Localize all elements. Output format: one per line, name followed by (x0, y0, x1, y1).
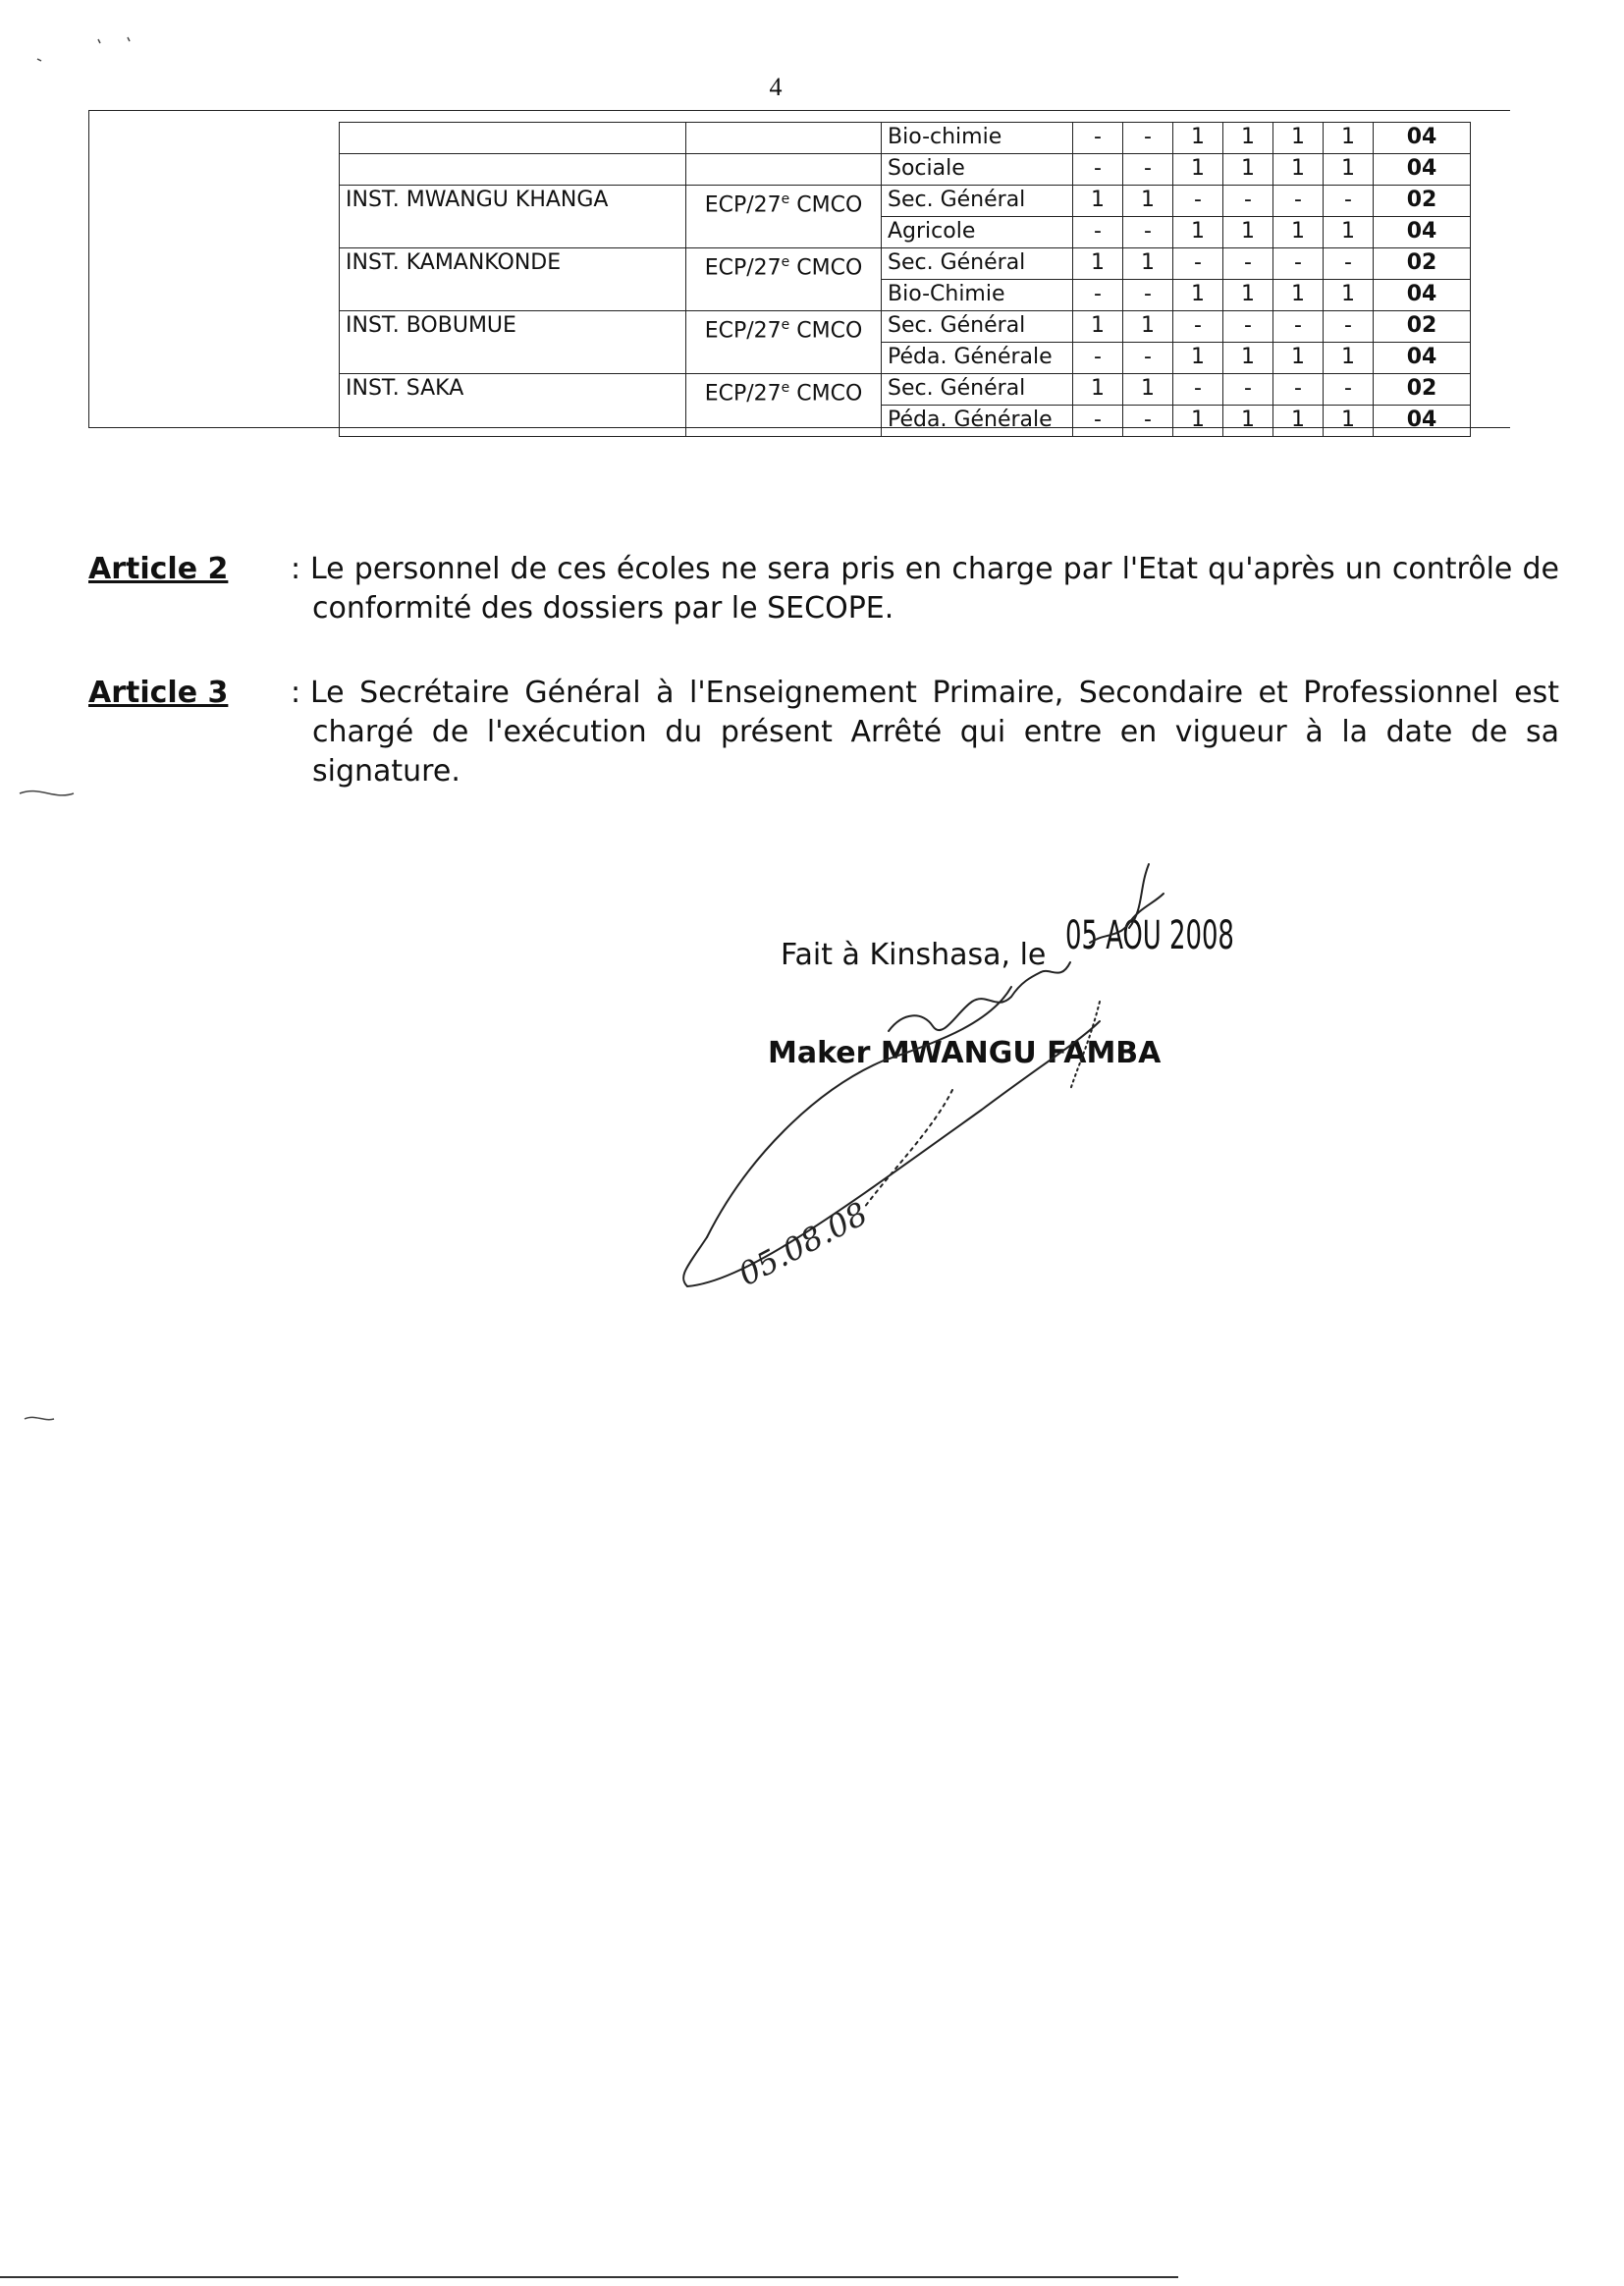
cycle-superscript: e (781, 254, 790, 270)
total-cell: 04 (1374, 154, 1471, 186)
class-count-cell: 1 (1324, 406, 1374, 437)
class-count-cell: - (1273, 186, 1324, 217)
table-row (340, 186, 1471, 217)
signatory-name: Maker MWANGU FAMBA (768, 1036, 1162, 1070)
class-count-cell: 1 (1173, 343, 1223, 374)
class-count-cell: 1 (1073, 311, 1123, 343)
class-count-cell: 1 (1073, 248, 1123, 280)
class-count-cell: 1 (1123, 311, 1173, 343)
page-number: 4 (769, 73, 783, 101)
total-cell: 02 (1374, 311, 1471, 343)
table-row (340, 311, 1471, 343)
class-count-cell: 1 (1223, 154, 1273, 186)
class-count-cell: - (1123, 280, 1173, 311)
section-cell: Sociale (882, 154, 1073, 186)
cycle-superscript: e (781, 317, 790, 333)
class-count-cell: - (1223, 186, 1273, 217)
section-cell: Péda. Générale (882, 406, 1073, 437)
class-count-cell: - (1123, 154, 1173, 186)
class-count-cell: - (1273, 374, 1324, 406)
class-count-cell: 1 (1223, 406, 1273, 437)
class-count-cell: 1 (1273, 123, 1324, 154)
cycle-prefix: ECP/27 (704, 318, 782, 344)
class-count-cell: 1 (1173, 406, 1223, 437)
class-count-cell: - (1123, 343, 1173, 374)
cycle-superscript: e (781, 191, 790, 207)
school-name-cell: INST. SAKA (340, 374, 686, 437)
table-row (340, 248, 1471, 280)
article-text: : Le personnel de ces écoles ne sera pris en charge par l'Etat qu'après un contrôle de conformité des dossiers par le SECOPE. (291, 552, 1559, 626)
class-count-cell: 1 (1073, 374, 1123, 406)
section-cell: Sec. Général (882, 248, 1073, 280)
class-count-cell: 1 (1223, 123, 1273, 154)
section-cell: Péda. Générale (882, 343, 1073, 374)
class-count-cell: - (1073, 343, 1123, 374)
total-cell: 02 (1374, 186, 1471, 217)
article-label: Article 3 (88, 676, 229, 710)
class-count-cell: 1 (1173, 123, 1223, 154)
school-name-cell (340, 154, 686, 186)
class-count-cell: 1 (1273, 343, 1324, 374)
bottom-rule (0, 2276, 1178, 2278)
signature-place: Fait à Kinshasa, le (781, 938, 1047, 972)
class-count-cell: - (1173, 248, 1223, 280)
class-count-cell: 1 (1223, 343, 1273, 374)
cycle-superscript: e (781, 380, 790, 396)
cycle-cell (686, 186, 882, 248)
handwritten-date: 05.08.08 (731, 1194, 874, 1294)
cycle-cell (686, 311, 882, 374)
class-count-cell: - (1073, 217, 1123, 248)
class-count-cell: 1 (1324, 343, 1374, 374)
total-cell: 02 (1374, 248, 1471, 280)
class-count-cell: 1 (1173, 154, 1223, 186)
class-count-cell: - (1123, 217, 1173, 248)
table-row (340, 374, 1471, 406)
class-count-cell: 1 (1273, 280, 1324, 311)
class-count-cell: - (1173, 311, 1223, 343)
cycle-cell (686, 154, 882, 186)
schools-table (339, 122, 1471, 437)
class-count-cell: 1 (1324, 280, 1374, 311)
section-cell: Sec. Général (882, 186, 1073, 217)
class-count-cell: 1 (1173, 280, 1223, 311)
school-name-cell: INST. MWANGU KHANGA (340, 186, 686, 248)
cycle-suffix: CMCO (789, 255, 863, 281)
total-cell: 04 (1374, 123, 1471, 154)
cycle-suffix: CMCO (789, 381, 863, 407)
class-count-cell: 1 (1173, 217, 1223, 248)
table-row (340, 123, 1471, 154)
class-count-cell: 1 (1123, 374, 1173, 406)
class-count-cell: - (1273, 248, 1324, 280)
class-count-cell: 1 (1223, 280, 1273, 311)
class-count-cell: - (1273, 311, 1324, 343)
class-count-cell: - (1073, 406, 1123, 437)
class-count-cell: - (1223, 248, 1273, 280)
class-count-cell: - (1324, 374, 1374, 406)
class-count-cell: - (1073, 123, 1123, 154)
school-name-cell: INST. BOBUMUE (340, 311, 686, 374)
section-cell: Sec. Général (882, 374, 1073, 406)
school-name-cell: INST. KAMANKONDE (340, 248, 686, 311)
cycle-prefix: ECP/27 (704, 381, 782, 407)
class-count-cell: 1 (1273, 217, 1324, 248)
class-count-cell: - (1324, 248, 1374, 280)
class-count-cell: 1 (1324, 123, 1374, 154)
class-count-cell: 1 (1324, 154, 1374, 186)
class-count-cell: - (1173, 374, 1223, 406)
cycle-cell (686, 374, 882, 437)
class-count-cell: - (1123, 123, 1173, 154)
class-count-cell: - (1073, 280, 1123, 311)
cycle-prefix: ECP/27 (704, 255, 782, 281)
total-cell: 04 (1374, 280, 1471, 311)
class-count-cell: - (1324, 311, 1374, 343)
class-count-cell: 1 (1123, 248, 1173, 280)
section-cell: Bio-chimie (882, 123, 1073, 154)
cycle-cell (686, 248, 882, 311)
class-count-cell: 1 (1073, 186, 1123, 217)
class-count-cell: 1 (1223, 217, 1273, 248)
cycle-suffix: CMCO (789, 192, 863, 218)
class-count-cell: 1 (1273, 406, 1324, 437)
class-count-cell: - (1123, 406, 1173, 437)
class-count-cell: 1 (1273, 154, 1324, 186)
total-cell: 04 (1374, 406, 1471, 437)
total-cell: 04 (1374, 343, 1471, 374)
class-count-cell: - (1324, 186, 1374, 217)
class-count-cell: - (1073, 154, 1123, 186)
cycle-suffix: CMCO (789, 318, 863, 344)
date-stamp: 05 AOU 2008 (1065, 913, 1234, 958)
table-row (340, 154, 1471, 186)
section-cell: Sec. Général (882, 311, 1073, 343)
class-count-cell: - (1173, 186, 1223, 217)
class-count-cell: 1 (1123, 186, 1173, 217)
class-count-cell: - (1223, 311, 1273, 343)
school-name-cell (340, 123, 686, 154)
cycle-prefix: ECP/27 (704, 192, 782, 218)
cycle-cell (686, 123, 882, 154)
section-cell: Agricole (882, 217, 1073, 248)
section-cell: Bio-Chimie (882, 280, 1073, 311)
class-count-cell: 1 (1324, 217, 1374, 248)
article-label: Article 2 (88, 552, 229, 586)
total-cell: 04 (1374, 217, 1471, 248)
class-count-cell: - (1223, 374, 1273, 406)
total-cell: 02 (1374, 374, 1471, 406)
article-text: : Le Secrétaire Général à l'Enseignement Primaire, Secondaire et Professionnel est chargé de l'exécution du présent Arrêté qui entre en vigueur à la date de sa signature. (291, 676, 1559, 789)
